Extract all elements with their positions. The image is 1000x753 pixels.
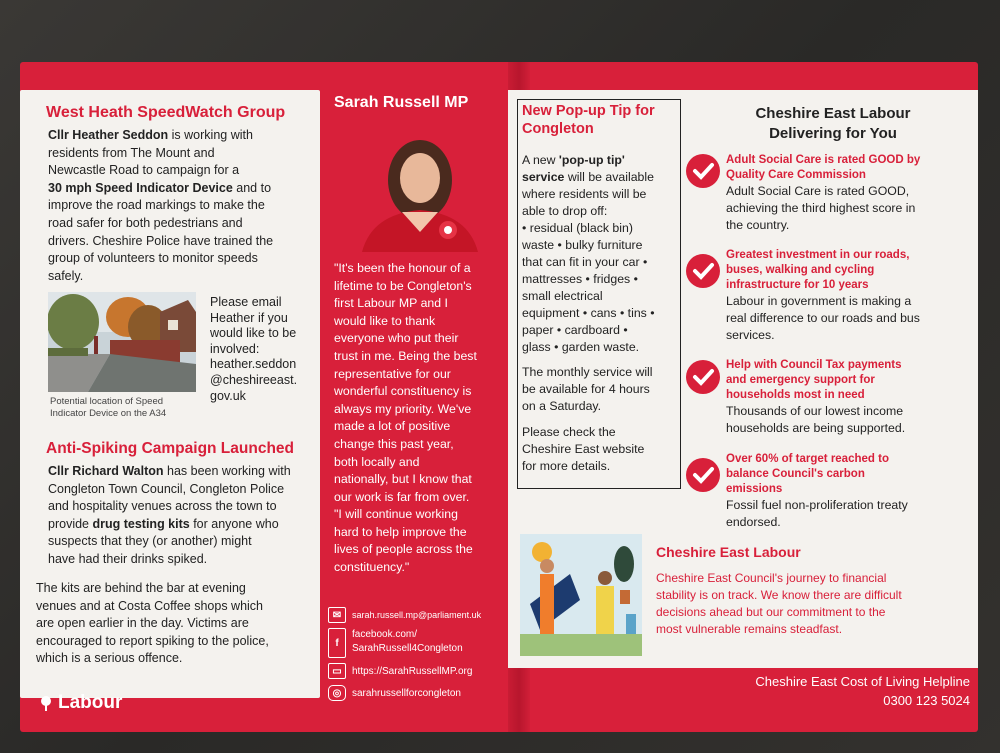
antispiking-line: are open earlier in the day. Victims are: [36, 616, 249, 631]
contact-line: Heather if you: [210, 310, 288, 325]
mp-quote-2: [334, 506, 512, 576]
cheshire-labour-text: [656, 570, 972, 638]
quote-line: nationally, but I know that: [334, 472, 472, 487]
item-heading: and emergency support for: [726, 374, 875, 386]
item-heading: infrastructure for 10 years: [726, 279, 869, 291]
item-text: services.: [726, 328, 775, 342]
speedwatch-title: West Heath SpeedWatch Group: [46, 104, 286, 121]
item-heading: households most in need: [726, 389, 865, 401]
item-text: Adult Social Care is rated GOOD,: [726, 184, 910, 198]
quote-line: would like to thank: [334, 313, 436, 328]
tip-line: Cheshire East website: [522, 442, 645, 456]
antispiking-line: encouraged to report spiking to the police,: [36, 633, 269, 648]
quote-line: made a lot of positive: [334, 419, 451, 434]
quote-line: always my priority. We've: [334, 401, 472, 416]
contact-email-line: heather.seddon: [210, 357, 297, 372]
tip-line: A new: [522, 153, 559, 167]
delivering-title-line: Cheshire East Labour: [755, 105, 911, 122]
tip-line: equipment • cans • tins •: [522, 306, 655, 320]
tip-line: The monthly service will: [522, 365, 653, 379]
item-text: achieving the third highest score in: [726, 201, 916, 215]
tip-line: Please check the: [522, 425, 616, 439]
contact-instagram[interactable]: [328, 684, 508, 702]
antispiking-line: for anyone who: [189, 516, 279, 531]
antispiking-line: which is a serious offence.: [36, 651, 183, 666]
photo-caption: [50, 396, 166, 420]
contact-facebook[interactable]: [328, 628, 508, 658]
popup-tip-title: [522, 102, 655, 138]
contact-line: involved:: [210, 341, 260, 356]
quote-line: change this past year,: [334, 436, 454, 451]
envelope-icon: ✉: [328, 607, 346, 623]
item-text: Labour in government is making a: [726, 294, 912, 308]
speedwatch-line: is working with: [168, 128, 253, 142]
facebook-text: facebook.com/: [352, 629, 418, 640]
quote-line: wonderful constituency is: [334, 384, 472, 399]
quote-line: "It's been the honour of a: [334, 261, 471, 275]
item-heading: Help with Council Tax payments: [726, 359, 902, 371]
checkmark-icon: [686, 154, 720, 188]
speedwatch-line: drivers. Cheshire Police have trained the: [48, 233, 274, 248]
checkmark-icon: [686, 254, 720, 288]
antispiking-paragraph-2: [36, 580, 318, 668]
quote-line: our work is far from over.: [334, 489, 470, 504]
delivering-item-2: [726, 248, 976, 344]
labour-logo: [38, 692, 122, 714]
mp-quote-1: [334, 260, 512, 506]
quote-line: lives of people across the: [334, 542, 473, 557]
speedwatch-line: improve the road markings to make the: [48, 198, 265, 213]
mp-contacts: [328, 606, 508, 702]
quote-line: representative for our: [334, 366, 451, 381]
delivering-item-4: [726, 452, 976, 531]
rose-icon: [38, 695, 54, 711]
mp-column: [320, 90, 508, 730]
contact-heather: [210, 295, 316, 404]
antispiking-line: provide: [48, 516, 93, 531]
quote-line: constituency.": [334, 559, 410, 574]
helpline-number[interactable]: 0300 123 5024: [883, 693, 970, 708]
item-heading: Quality Care Commission: [726, 169, 866, 181]
drug-kits-highlight: drug testing kits: [92, 516, 190, 531]
antispiking-line: has been working with: [163, 464, 291, 478]
antispiking-line: and hospitality venues across the town to: [48, 499, 277, 514]
popup-tip-box: [517, 99, 681, 489]
tip-line: residual (black bin): [529, 221, 633, 235]
helpline-label: Cheshire East Cost of Living Helpline: [755, 674, 970, 689]
delivering-item-1: [726, 153, 976, 234]
caption-line: Indicator Device on the A34: [50, 408, 167, 419]
quote-line: hard to help improve the: [334, 524, 467, 539]
speedwatch-text: [48, 127, 316, 285]
delivering-title-line: Delivering for You: [769, 125, 897, 142]
tip-line: paper • cardboard •: [522, 323, 628, 337]
labour-text-line: decisions ahead but our commitment to the: [656, 605, 886, 619]
quote-line: "I will continue working: [334, 507, 458, 521]
solar-illustration: [520, 534, 642, 656]
caption-line: Potential location of Speed: [50, 396, 164, 407]
speed-device-highlight: 30 mph Speed Indicator Device: [48, 180, 233, 195]
item-text: real difference to our roads and bus: [726, 311, 920, 325]
antispiking-text: [48, 463, 318, 569]
contact-website[interactable]: [328, 662, 508, 680]
speedwatch-line: residents from The Mount and: [48, 145, 215, 160]
facebook-text: SarahRussell4Congleton: [352, 643, 463, 654]
tip-line: where residents will be: [522, 187, 647, 201]
popup-tip-title-line: New Pop-up Tip for: [522, 103, 655, 119]
speedwatch-line: safely.: [48, 268, 84, 283]
popup-tip-text: [522, 152, 680, 356]
delivering-item-3: [726, 358, 976, 437]
quote-line: everyone who put their: [334, 331, 459, 346]
speedwatch-councillor: Cllr Heather Seddon: [48, 128, 169, 142]
labour-text-line: most vulnerable remains steadfast.: [656, 622, 843, 636]
tip-line: that can fit in your car •: [522, 255, 648, 269]
item-heading: Greatest investment in our roads,: [726, 249, 910, 261]
item-text: Thousands of our lowest income: [726, 404, 904, 418]
antispiking-line: suspects that they (or another) might: [48, 534, 252, 549]
item-heading: buses, walking and cycling: [726, 264, 875, 276]
tip-line: for more details.: [522, 459, 611, 473]
popup-tip-monthly: [522, 364, 680, 415]
labour-text-line: stability is on track. We know there are difficult: [656, 588, 902, 602]
popup-tip-title-line: Congleton: [522, 121, 594, 137]
contact-email-line: @cheshireeast.: [210, 372, 298, 387]
tip-line: waste • bulky furniture: [522, 238, 643, 252]
computer-icon: ▭: [328, 663, 346, 679]
checkmark-icon: [686, 458, 720, 492]
speedwatch-line: group of volunteers to monitor speeds: [48, 251, 258, 266]
instagram-text: sarahrussellforcongleton: [352, 687, 461, 699]
labour-text-line: Cheshire East Council's journey to financial: [656, 571, 887, 585]
popup-tip-check: [522, 424, 680, 475]
antispiking-line: have had their drinks spiked.: [48, 551, 208, 566]
speedwatch-line: and to: [232, 180, 272, 195]
speedwatch-line: Newcastle Road to campaign for a: [48, 163, 240, 178]
item-text: households are being supported.: [726, 421, 906, 435]
bullet: •: [522, 221, 527, 235]
item-heading: Adult Social Care is rated GOOD by: [726, 154, 921, 166]
item-text: Fossil fuel non-proliferation treaty: [726, 498, 908, 512]
quote-line: trust in me. Being the best: [334, 348, 477, 363]
labour-logo-text: Labour: [58, 692, 123, 713]
leaflet: [20, 62, 978, 732]
tip-line: will be available: [564, 170, 654, 184]
item-text: endorsed.: [726, 515, 781, 529]
tip-line: be available for 4 hours: [522, 382, 650, 396]
quote-line: lifetime to be Congleton's: [334, 278, 472, 293]
tip-line: small electrical: [522, 289, 603, 303]
antispiking-councillor: Cllr Richard Walton: [48, 464, 164, 478]
contact-line: Please email: [210, 295, 282, 309]
contact-line: would like to be: [210, 326, 297, 341]
quote-line: first Labour MP and I: [334, 296, 448, 311]
facebook-icon: f: [328, 628, 346, 658]
tip-line: on a Saturday.: [522, 399, 602, 413]
street-photo: [48, 292, 196, 392]
item-heading: Over 60% of target reached to: [726, 453, 889, 465]
mp-portrait: [342, 122, 492, 252]
antispiking-line: venues and at Costa Coffee shops which: [36, 598, 263, 613]
mp-name: Sarah Russell MP: [334, 94, 469, 111]
helpline: [680, 672, 970, 710]
checkmark-icon: [686, 360, 720, 394]
instagram-icon: ◎: [328, 685, 346, 701]
right-panel: [508, 90, 978, 668]
quote-line: both locally and: [334, 454, 420, 469]
speedwatch-line: road safer for both pedestrians and: [48, 215, 243, 230]
tip-highlight: 'pop-up tip': [558, 153, 625, 167]
left-panel: [20, 90, 320, 698]
antispiking-title: Anti-Spiking Campaign Launched: [46, 440, 295, 457]
tip-line: mattresses • fridges •: [522, 272, 638, 286]
tip-line: glass • garden waste.: [522, 340, 640, 354]
item-heading: balance Council's carbon: [726, 468, 865, 480]
item-text: the country.: [726, 218, 790, 232]
tip-highlight: service: [522, 170, 565, 184]
antispiking-line: Congleton Town Council, Congleton Police: [48, 481, 285, 496]
website-text: https://SarahRussellMP.org: [352, 665, 473, 677]
contact-email-line: gov.uk: [210, 388, 246, 403]
cheshire-labour-title: Cheshire East Labour: [656, 544, 801, 560]
item-heading: emissions: [726, 483, 783, 495]
delivering-title: [698, 104, 968, 144]
contact-email[interactable]: [328, 606, 508, 624]
tip-line: able to drop off:: [522, 204, 608, 218]
contact-email-text: sarah.russell.mp@parliament.uk: [352, 610, 482, 620]
antispiking-line: The kits are behind the bar at evening: [36, 581, 246, 595]
